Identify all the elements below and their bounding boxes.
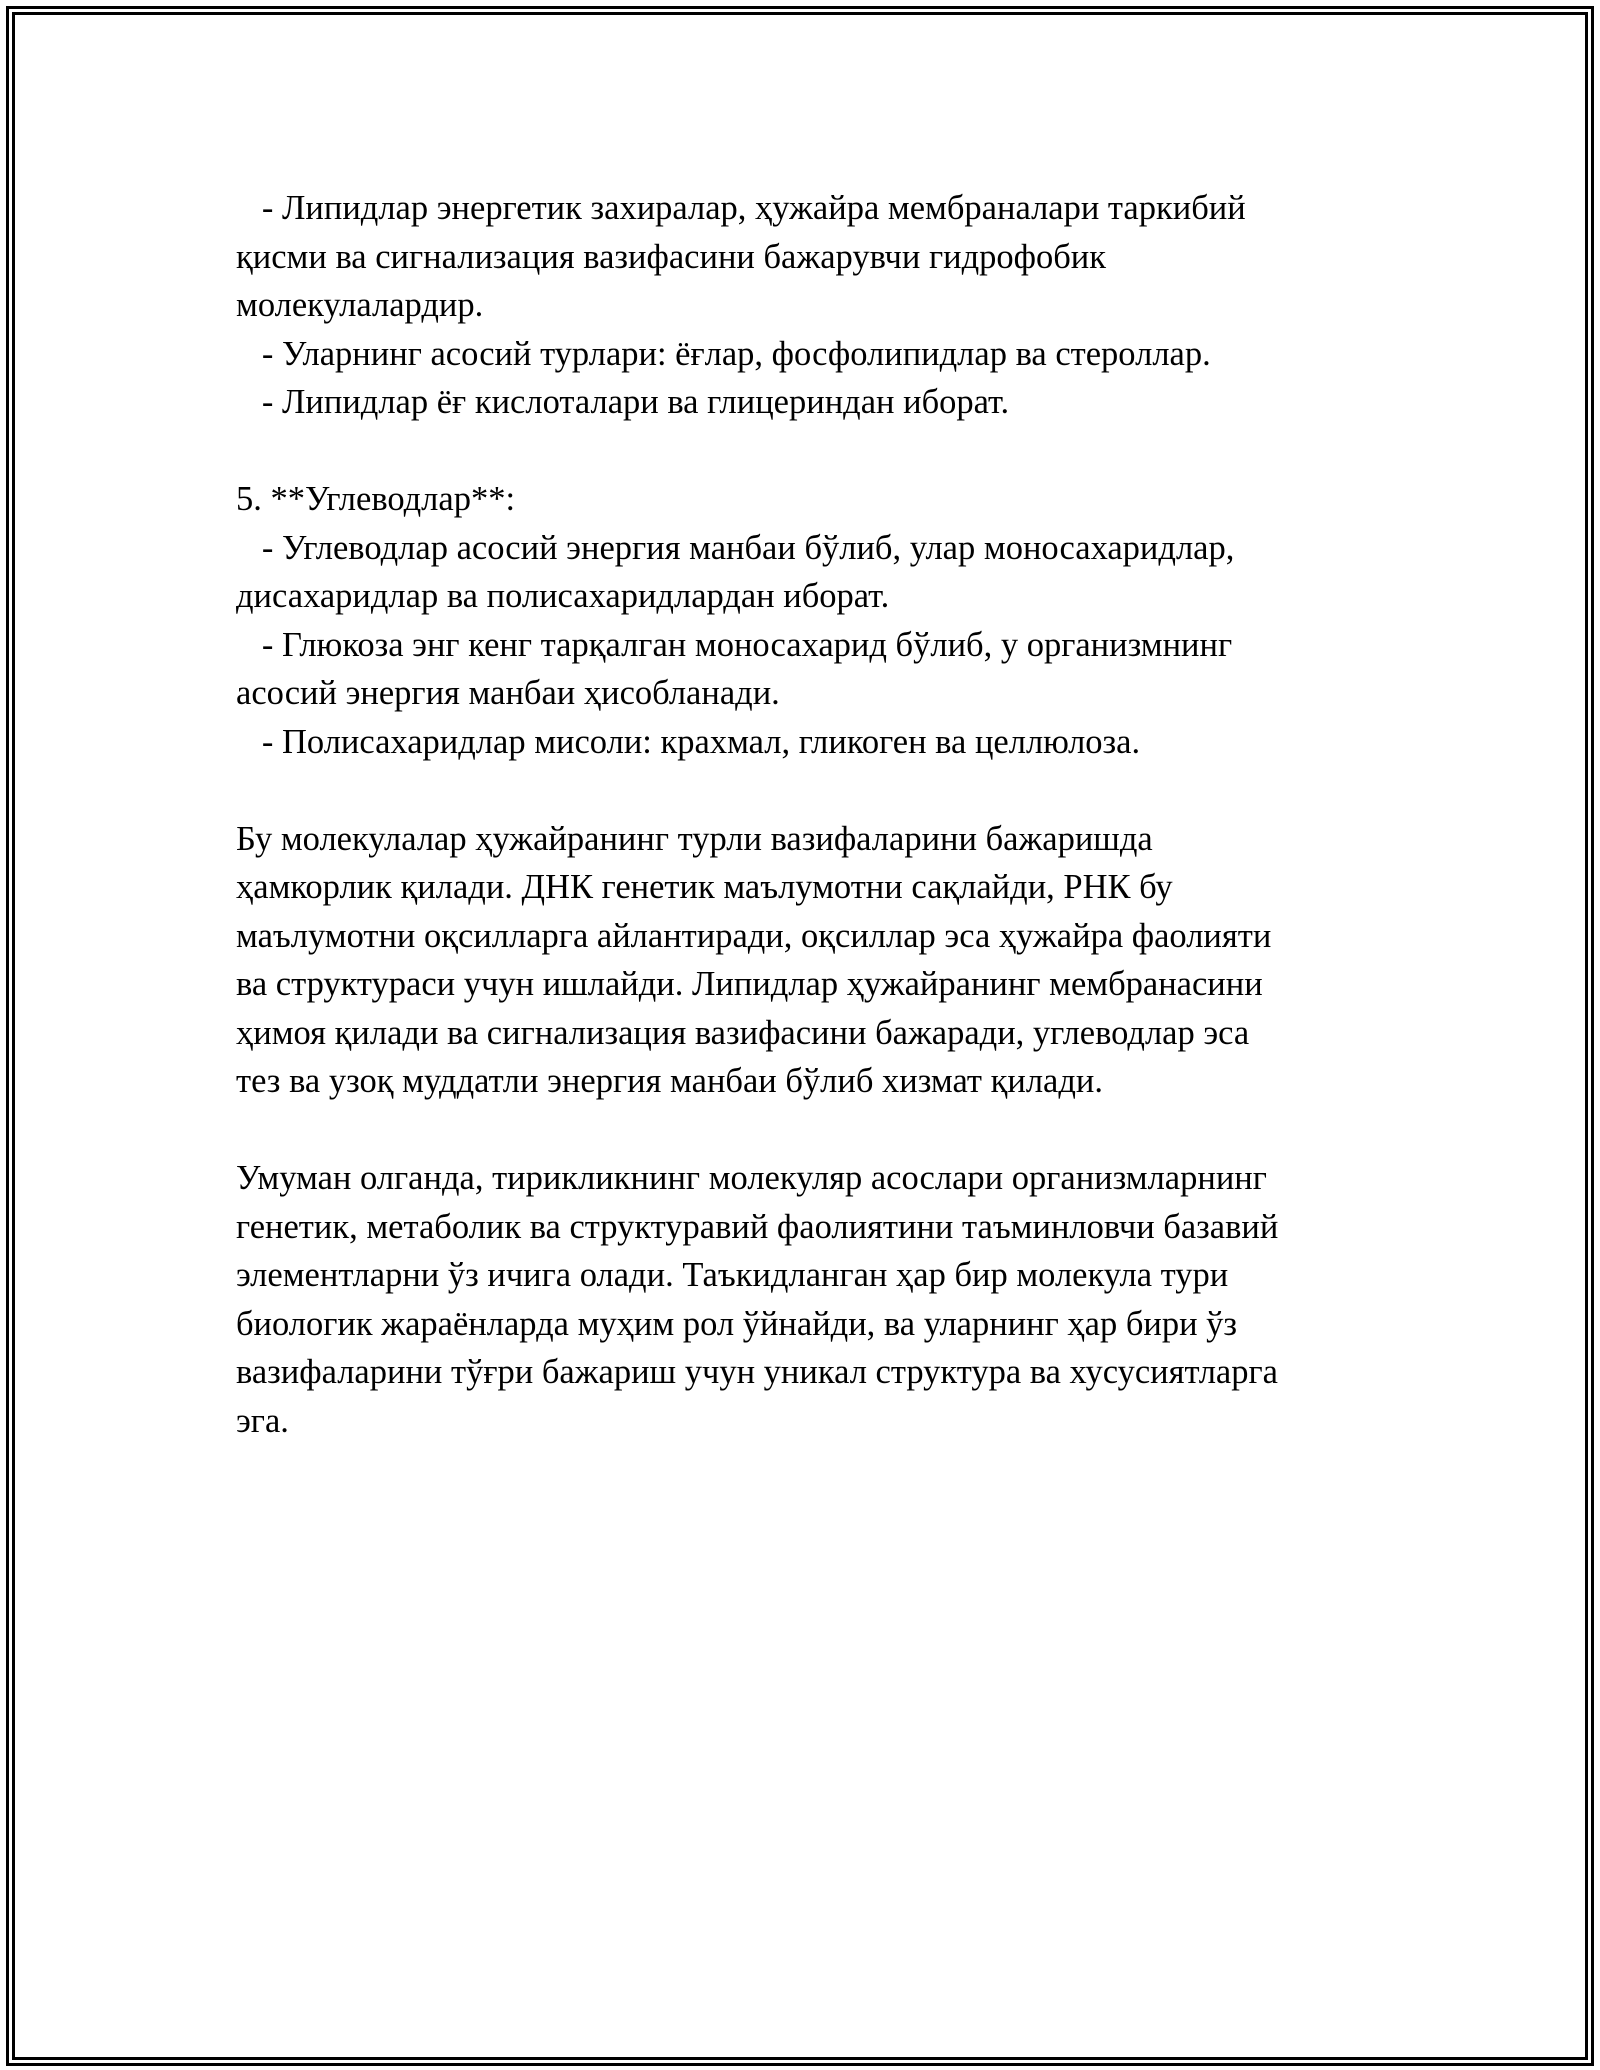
summary-line: ва структураси учун ишлайди. Липидлар ҳужайранинг мембранасини xyxy=(236,965,1263,1003)
summary-line: Бу молекулалар ҳужайранинг турли вазифаларини бажаришда xyxy=(236,819,1153,858)
lipids-line: молекулалардир. xyxy=(236,286,484,324)
lipids-line: - Липидлар ёғ кислоталари ва глицериндан иборат. xyxy=(236,383,1010,421)
conclusion-line: эга. xyxy=(236,1401,289,1440)
carbs-line: - Полисахаридлар мисоли: крахмал, гликоген ва целлюлоза. xyxy=(236,722,1141,761)
conclusion-line: вазифаларини тўғри бажариш учун уникал структура ва хусусиятларга xyxy=(236,1353,1278,1391)
lipids-line: - Уларнинг асосий турлари: ёғлар, фосфолипидлар ва стероллар. xyxy=(236,334,1211,373)
conclusion-line: биологик жараёнларда муҳим рол ўйнайди, ва уларнинг ҳар бири ўз xyxy=(236,1304,1238,1343)
summary-line: маълумотни оқсилларга айлантиради, оқсиллар эса ҳужайра фаолияти xyxy=(236,916,1272,955)
paragraph-spacer xyxy=(236,427,1396,476)
carbs-line: дисахаридлар ва полисахаридлардан иборат. xyxy=(236,577,890,615)
lipids-line: қисми ва сигнализация вазифасини бажарувчи гидрофобик xyxy=(236,237,1107,276)
paragraph-spacer xyxy=(236,1106,1396,1155)
carbs-line: асосий энергия манбаи ҳисобланади. xyxy=(236,674,780,712)
conclusion-line: элементларни ўз ичига олади. Таъкидланган ҳар бир молекула тури xyxy=(236,1256,1229,1294)
summary-line: тез ва узоқ муддатли энергия манбаи бўлиб хизмат қилади. xyxy=(236,1062,1103,1100)
conclusion-line: Умуман олганда, тирикликнинг молекуляр асослари организмларнинг xyxy=(236,1159,1267,1197)
paragraph-spacer xyxy=(236,766,1396,815)
summary-line: ҳамкорлик қилади. ДНК генетик маълумотни сақлайди, РНК бу xyxy=(236,868,1173,906)
conclusion-line: генетик, метаболик ва структуравий фаолиятини таъминловчи базавий xyxy=(236,1207,1279,1246)
carbs-line: - Углеводлар асосий энергия манбаи бўлиб, улар моносахаридлар, xyxy=(236,528,1235,567)
carbs-heading: 5. **Углеводлар**: xyxy=(236,480,516,518)
lipids-line: - Липидлар энергетик захиралар, ҳужайра мембраналари таркибий xyxy=(236,189,1246,227)
carbs-line: - Глюкоза энг кенг тарқалган моносахарид бўлиб, у организмнинг xyxy=(236,625,1233,664)
document-body xyxy=(236,184,1396,1445)
summary-line: ҳимоя қилади ва сигнализация вазифасини бажаради, углеводлар эса xyxy=(236,1013,1250,1052)
